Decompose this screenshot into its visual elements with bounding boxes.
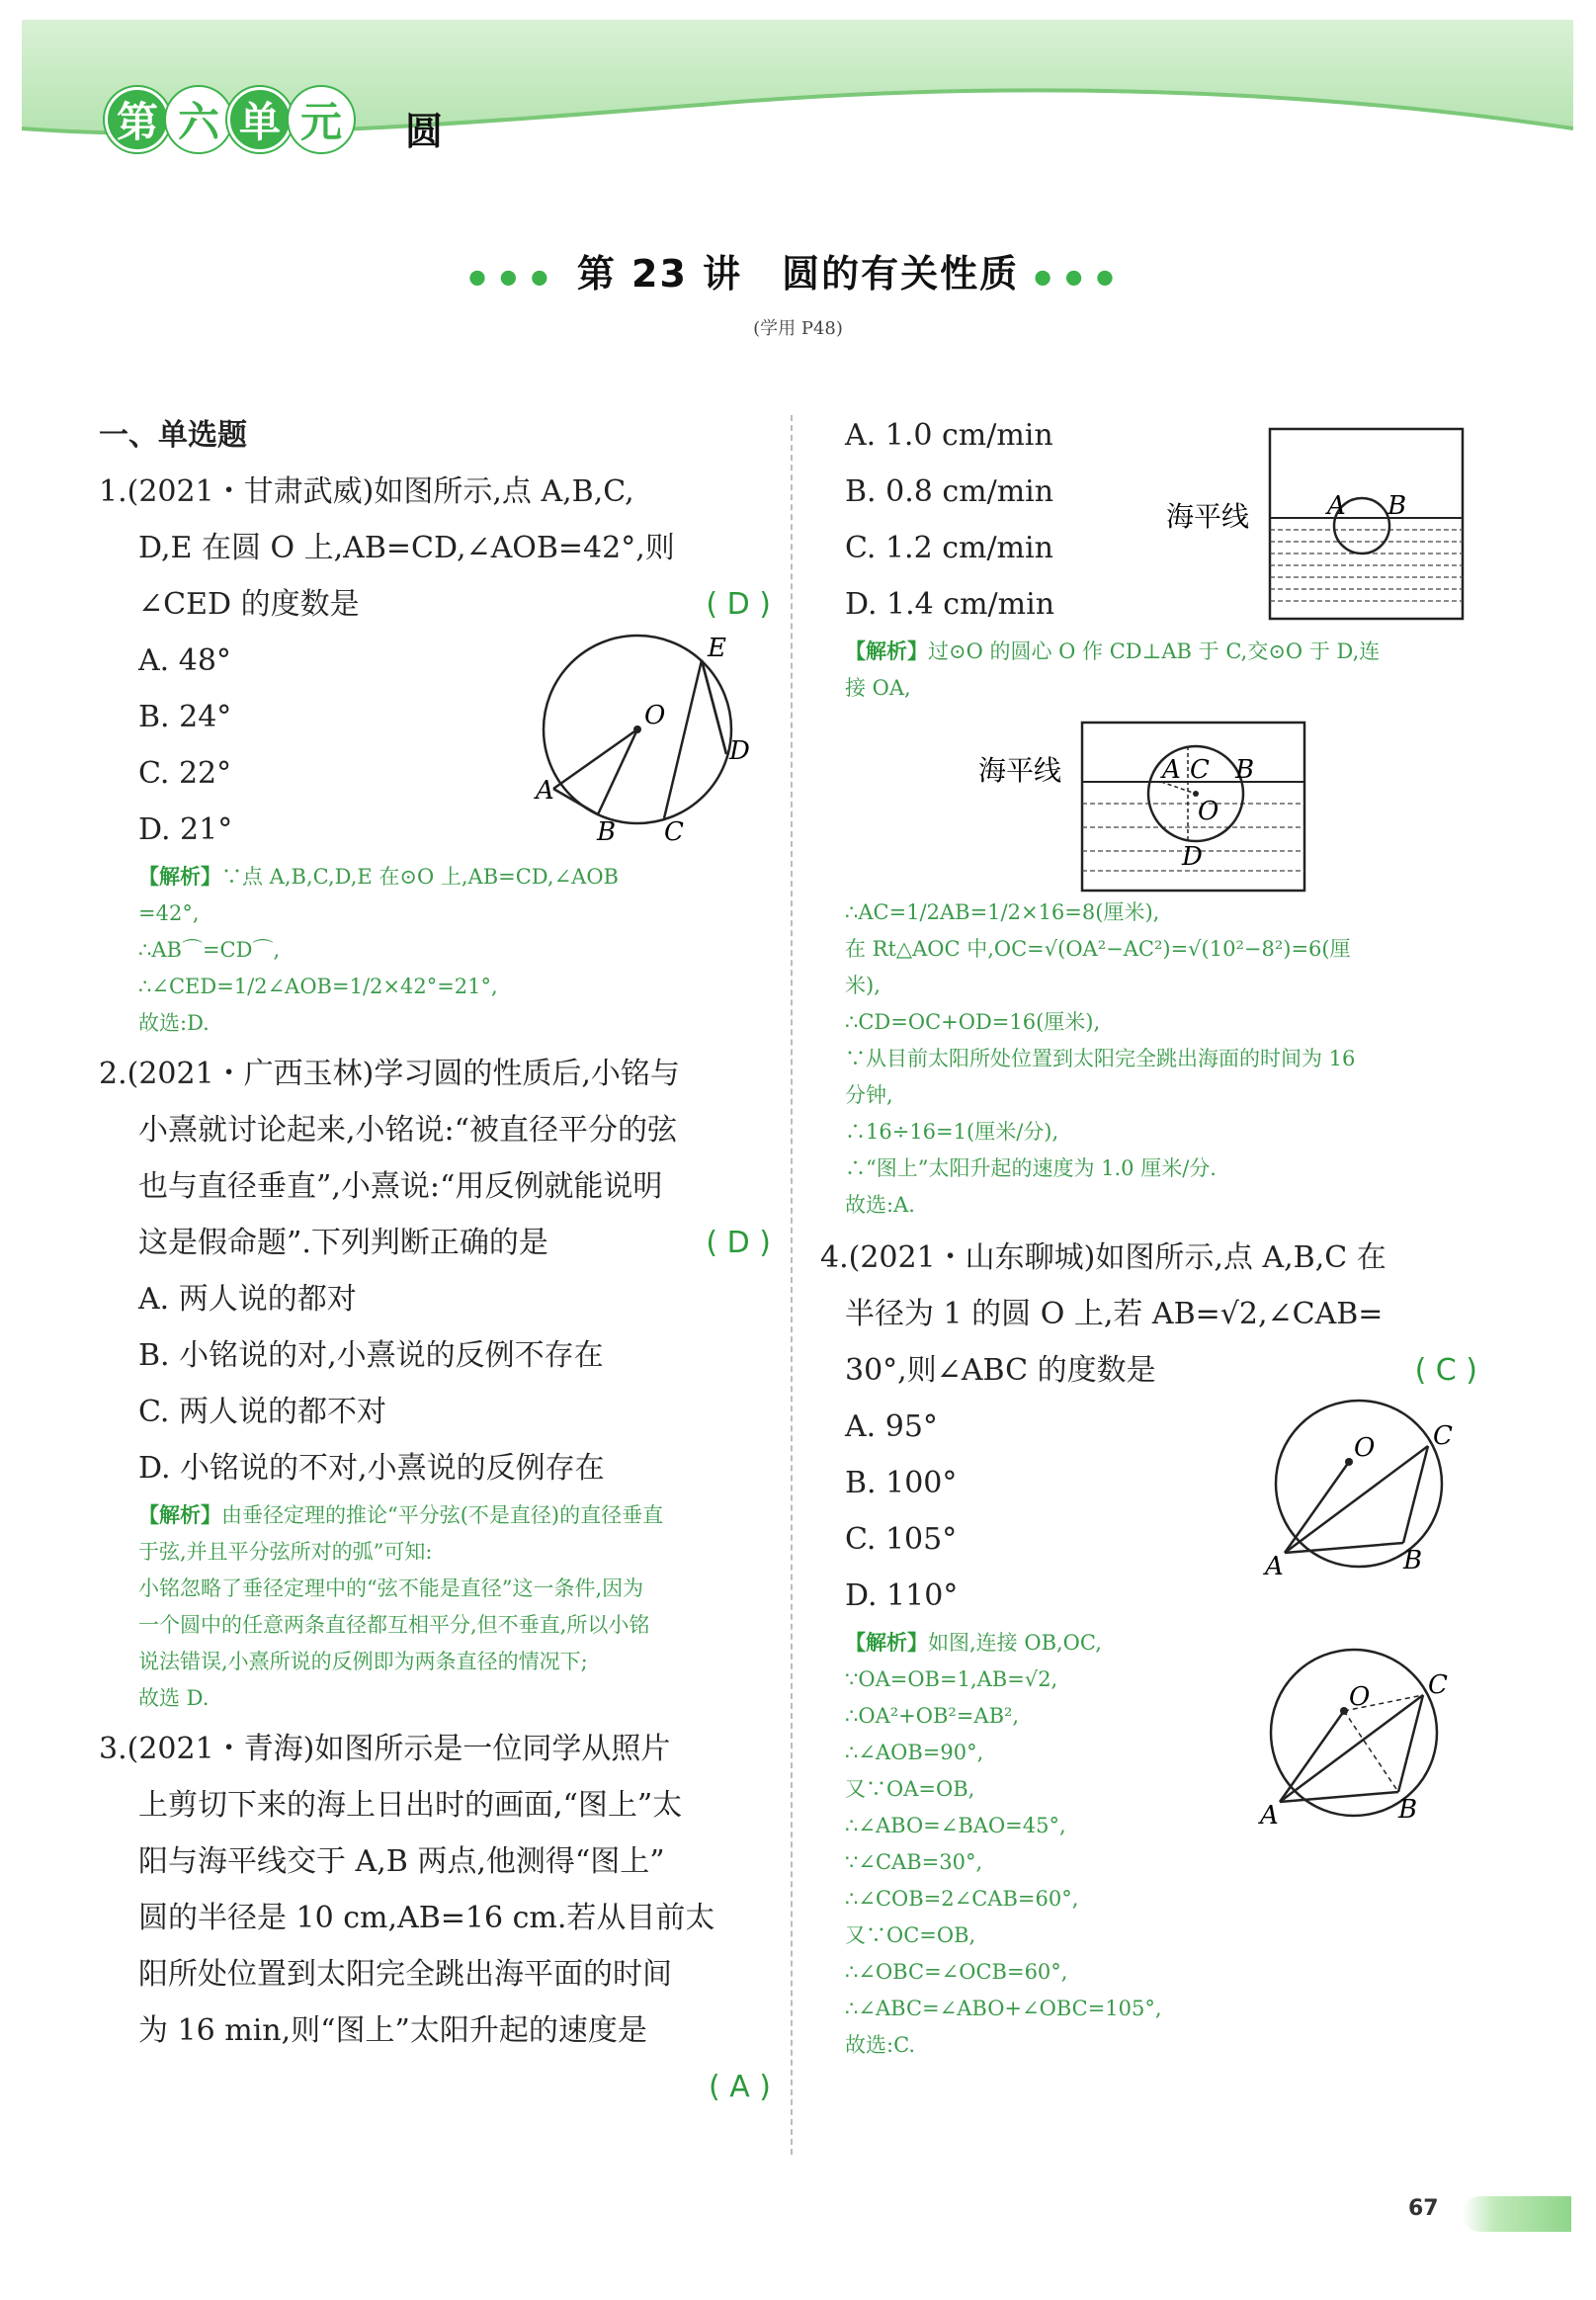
analysis-line: ∵点 A,B,C,D,E 在⊙O 上,AB=CD,∠AOB <box>221 865 619 889</box>
lecture-title <box>0 243 1596 298</box>
analysis-line: ∴AC=1/2AB=1/2×16=8(厘米), <box>845 900 1160 924</box>
options-block <box>99 633 771 858</box>
analysis-line: ∵从目前太阳所处位置到太阳完全跳出海面的时间为 16 <box>845 1047 1356 1070</box>
column-divider <box>791 415 793 2155</box>
question-line: 圆的半径是 10 cm,AB=16 cm.若从目前太 <box>138 1901 715 1935</box>
fig-label: C <box>1428 1670 1448 1700</box>
analysis-line: ∴CD=OC+OD=16(厘米), <box>845 1010 1101 1034</box>
answer-mark: ( A ) <box>708 2070 771 2104</box>
sunrise-figure <box>1166 427 1482 630</box>
analysis-line: 故选:D. <box>138 1011 210 1035</box>
analysis-line: 故选 D. <box>138 1686 210 1710</box>
sunrise-figure-2-block <box>820 707 1477 894</box>
analysis-line: ∴∠COB=2∠CAB=60°, <box>845 1887 1079 1911</box>
question-line: 1.(2021・甘肃武威)如图所示,点 A,B,C, <box>99 474 634 509</box>
circle-figure <box>534 621 761 848</box>
lecture-title-text: 第 23 讲 圆的有关性质 <box>576 252 1020 296</box>
fig-label: C <box>664 817 684 847</box>
question-line: D,E 在圆 O 上,AB=CD,∠AOB=42°,则 <box>138 531 675 565</box>
option: B. 24° <box>138 700 232 734</box>
analysis-line: ∴16÷16=1(厘米/分), <box>845 1120 1059 1144</box>
fig-label: B <box>1235 755 1255 785</box>
page-number: 67 <box>1408 2196 1439 2221</box>
answer-mark: ( D ) <box>706 1226 771 1260</box>
option: D. 小铭说的不对,小熹说的反例存在 <box>138 1451 605 1486</box>
option: C. 105° <box>845 1522 958 1557</box>
option: A. 1.0 cm/min <box>845 418 1053 453</box>
unit-badge <box>105 87 350 152</box>
fig-label: O <box>1354 1433 1376 1463</box>
left-column <box>99 407 771 2115</box>
analysis-line: 于弦,并且平分弦所对的弧”可知: <box>138 1540 433 1564</box>
sunrise-figure-2 <box>978 721 1354 894</box>
analysis-tag: 【解析】 <box>138 864 221 889</box>
answer-mark: ( C ) <box>1414 1353 1477 1388</box>
unit-char: 元 <box>289 87 354 152</box>
unit-char: 单 <box>227 87 293 152</box>
analysis-line: 如图,连接 OB,OC, <box>928 1631 1102 1655</box>
fig-label: B <box>1398 1795 1418 1825</box>
analysis-line: 又∵OC=OB, <box>845 1923 976 1947</box>
analysis-line: ∴∠AOB=90°, <box>845 1741 984 1764</box>
analysis-line: ∴∠ABC=∠ABO+∠OBC=105°, <box>845 1997 1162 2020</box>
analysis-line: ∴∠CED=1/2∠AOB=1/2×42°=21°, <box>138 975 498 998</box>
analysis-line: 接 OA, <box>845 676 911 700</box>
question-line <box>820 1342 1477 1399</box>
option: C. 1.2 cm/min <box>845 531 1053 565</box>
fig-label: A <box>1162 755 1181 785</box>
question-text: ∠CED 的度数是 <box>138 587 360 622</box>
analysis-line: ∵∠CAB=30°, <box>845 1850 983 1874</box>
question-2 <box>99 1046 771 1717</box>
option: A. 48° <box>138 643 231 678</box>
analysis-line: ∴∠OBC=∠OCB=60°, <box>845 1960 1068 1984</box>
header-band <box>22 20 1573 208</box>
fig-label: A <box>536 776 554 806</box>
option: C. 22° <box>138 756 232 791</box>
question-4 <box>820 1230 1477 2064</box>
title-dots-left: ●●● <box>468 264 562 289</box>
options-block <box>820 1399 1477 1624</box>
right-column <box>820 407 1477 2064</box>
analysis-line: 说法错误,小熹所说的反例即为两条直径的情况下; <box>138 1650 588 1673</box>
analysis-tag: 【解析】 <box>138 1502 221 1527</box>
fig-label: C <box>1190 755 1210 785</box>
option: B. 0.8 cm/min <box>845 474 1054 509</box>
option: D. 110° <box>845 1578 959 1613</box>
analysis-line: ∴∠ABO=∠BAO=45°, <box>845 1814 1066 1837</box>
question-text: 这是假命题”.下列判断正确的是 <box>138 1226 548 1260</box>
answer-row <box>99 2059 771 2115</box>
question-text: 30°,则∠ABC 的度数是 <box>845 1353 1156 1388</box>
fig-label: D <box>1182 842 1203 872</box>
question-line: 小熹就讨论起来,小铭说:“被直径平分的弦 <box>138 1113 677 1148</box>
q3-options-block <box>820 407 1477 633</box>
option: B. 100° <box>845 1466 958 1500</box>
analysis-line: 故选:A. <box>845 1193 915 1217</box>
answer-mark: ( D ) <box>706 587 771 622</box>
page-reference: (学用 P48) <box>753 318 843 339</box>
fig-label: B <box>1403 1546 1423 1576</box>
analysis <box>99 858 771 1042</box>
analysis-line: 一个圆中的任意两条直径都互相平分,但不垂直,所以小铭 <box>138 1613 650 1637</box>
analysis-line: =42°, <box>138 901 200 925</box>
option: B. 小铭说的对,小熹说的反例不存在 <box>138 1338 604 1373</box>
option: D. 1.4 cm/min <box>845 587 1055 622</box>
fig-label: A <box>1260 1801 1279 1831</box>
analysis-tag: 【解析】 <box>845 1630 928 1655</box>
question-1 <box>99 464 771 1042</box>
sea-level-label: 海平线 <box>978 754 1062 787</box>
title-dots-right: ●●● <box>1034 264 1128 289</box>
analysis-line: 米), <box>845 974 881 997</box>
analysis-line: 小铭忽略了垂径定理中的“弦不能是直径”这一条件,因为 <box>138 1576 644 1600</box>
analysis-line: 由垂径定理的推论“平分弦(不是直径)的直径垂直 <box>221 1503 664 1527</box>
analysis-line: 在 Rt△AOC 中,OC=√(OA²−AC²)=√(10²−8²)=6(厘 <box>845 937 1351 961</box>
analysis-line: 分钟, <box>845 1083 893 1107</box>
fig-label: D <box>729 736 750 766</box>
question-line: 为 16 min,则“图上”太阳升起的速度是 <box>138 2013 647 2048</box>
question-line: 上剪切下来的海上日出时的画面,“图上”太 <box>138 1788 683 1823</box>
analysis-line: 又∵OA=OB, <box>845 1777 975 1801</box>
q4-analysis-block <box>820 1624 1477 2064</box>
question-line: 4.(2021・山东聊城)如图所示,点 A,B,C 在 <box>820 1240 1386 1275</box>
section-heading: 一、单选题 <box>99 418 247 453</box>
question-line <box>99 1215 771 1271</box>
question-line: 半径为 1 的圆 O 上,若 AB=√2,∠CAB= <box>845 1297 1384 1331</box>
option: A. 两人说的都对 <box>138 1282 357 1317</box>
analysis-line: 故选:C. <box>845 2033 916 2057</box>
analysis <box>820 633 1477 707</box>
unit-subject: 圆 <box>405 110 444 153</box>
question-line: 2.(2021・广西玉林)学习圆的性质后,小铭与 <box>99 1057 680 1091</box>
analysis-line: 过⊙O 的圆心 O 作 CD⊥AB 于 C,交⊙O 于 D,连 <box>928 639 1381 663</box>
fig-label: A <box>1327 491 1346 521</box>
question-line: 阳所处位置到太阳完全跳出海平面的时间 <box>138 1957 672 1992</box>
question-line: 阳与海平线交于 A,B 两点,他测得“图上” <box>138 1844 665 1879</box>
unit-char: 六 <box>166 87 231 152</box>
option: A. 95° <box>845 1409 938 1444</box>
analysis-line: ∴“图上”太阳升起的速度为 1.0 厘米/分. <box>845 1156 1217 1180</box>
analysis-line: ∴AB⌒=CD⌒, <box>138 938 281 962</box>
fig-label: E <box>708 634 726 663</box>
analysis-line: ∴OA²+OB²=AB², <box>845 1704 1020 1728</box>
analysis-continued <box>820 894 1477 1224</box>
question-line: 也与直径垂直”,小熹说:“用反例就能说明 <box>138 1169 663 1204</box>
fig-label: O <box>1349 1682 1371 1712</box>
fig-label: O <box>1198 797 1219 826</box>
option: C. 两人说的都不对 <box>138 1395 386 1429</box>
fig-label: A <box>1265 1552 1284 1581</box>
unit-char: 第 <box>105 87 170 152</box>
question-3 <box>99 1721 771 2115</box>
question-line: 3.(2021・青海)如图所示是一位同学从照片 <box>99 1732 671 1766</box>
sea-level-label: 海平线 <box>1166 500 1250 533</box>
circle-figure <box>1255 1395 1472 1582</box>
fig-label: B <box>1387 491 1407 521</box>
analysis-line: ∵OA=OB=1,AB=√2, <box>845 1667 1058 1691</box>
circle-figure-solution <box>1250 1644 1468 1831</box>
fig-label: B <box>597 817 617 847</box>
fig-label: C <box>1433 1421 1453 1451</box>
analysis <box>99 1496 771 1717</box>
analysis-tag: 【解析】 <box>845 639 928 663</box>
fig-label: O <box>644 701 666 730</box>
footer-decoration <box>1463 2196 1571 2232</box>
option: D. 21° <box>138 812 233 847</box>
